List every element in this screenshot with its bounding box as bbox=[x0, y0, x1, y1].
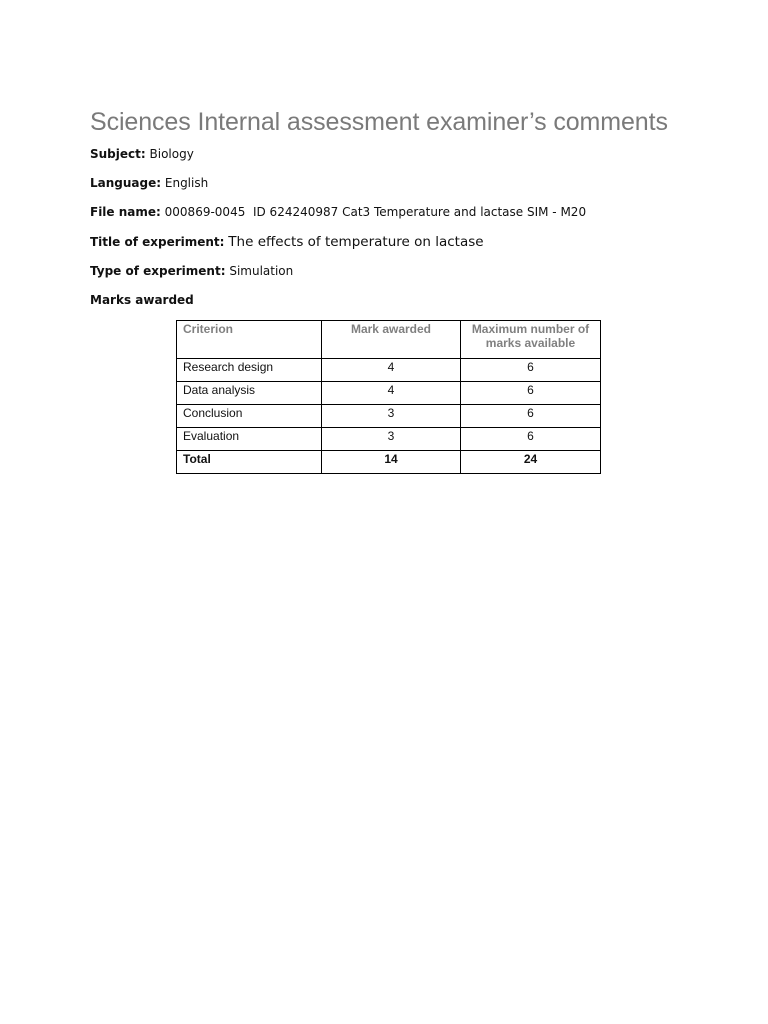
criterion-cell: Data analysis bbox=[177, 382, 322, 405]
language-label: Language: bbox=[90, 176, 162, 190]
experiment-title-label: Title of experiment: bbox=[90, 235, 225, 249]
maximum-marks-cell: 6 bbox=[461, 405, 601, 428]
marks-table bbox=[176, 320, 601, 474]
maximum-marks-cell: 6 bbox=[461, 359, 601, 382]
table-row bbox=[177, 405, 601, 428]
table-row bbox=[177, 382, 601, 405]
table-header-row bbox=[177, 321, 601, 359]
document-title: Sciences Internal assessment examiner’s comments bbox=[90, 108, 668, 136]
experiment-title-field bbox=[90, 234, 484, 250]
criterion-cell: Research design bbox=[177, 359, 322, 382]
mark-awarded-cell: 3 bbox=[322, 405, 461, 428]
file-name-field bbox=[90, 205, 586, 219]
table-total-row bbox=[177, 451, 601, 474]
table-row bbox=[177, 359, 601, 382]
experiment-title-value: The effects of temperature on lactase bbox=[228, 234, 484, 250]
maximum-marks-cell: 6 bbox=[461, 428, 601, 451]
experiment-type-label: Type of experiment: bbox=[90, 264, 226, 278]
language-field bbox=[90, 176, 208, 190]
file-name-value: 000869-0045 ID 624240987 Cat3 Temperature and lactase SIM - M20 bbox=[164, 205, 587, 219]
criterion-cell: Conclusion bbox=[177, 405, 322, 428]
column-header-mark-awarded: Mark awarded bbox=[322, 321, 461, 359]
subject-value: Biology bbox=[149, 147, 194, 161]
language-value: English bbox=[164, 176, 209, 190]
column-header-maximum-marks: Maximum number of marks available bbox=[461, 321, 601, 359]
mark-awarded-cell: 3 bbox=[322, 428, 461, 451]
total-label-cell: Total bbox=[177, 451, 322, 474]
mark-awarded-cell: 4 bbox=[322, 382, 461, 405]
criterion-cell: Evaluation bbox=[177, 428, 322, 451]
file-name-label: File name: bbox=[90, 205, 161, 219]
marks-awarded-heading: Marks awarded bbox=[90, 293, 194, 307]
total-maximum-marks-cell: 24 bbox=[461, 451, 601, 474]
maximum-marks-cell: 6 bbox=[461, 382, 601, 405]
total-mark-awarded-cell: 14 bbox=[322, 451, 461, 474]
subject-label: Subject: bbox=[90, 147, 146, 161]
subject-field bbox=[90, 147, 194, 161]
column-header-criterion: Criterion bbox=[177, 321, 322, 359]
experiment-type-value: Simulation bbox=[229, 264, 294, 278]
experiment-type-field bbox=[90, 264, 293, 278]
table-row bbox=[177, 428, 601, 451]
mark-awarded-cell: 4 bbox=[322, 359, 461, 382]
